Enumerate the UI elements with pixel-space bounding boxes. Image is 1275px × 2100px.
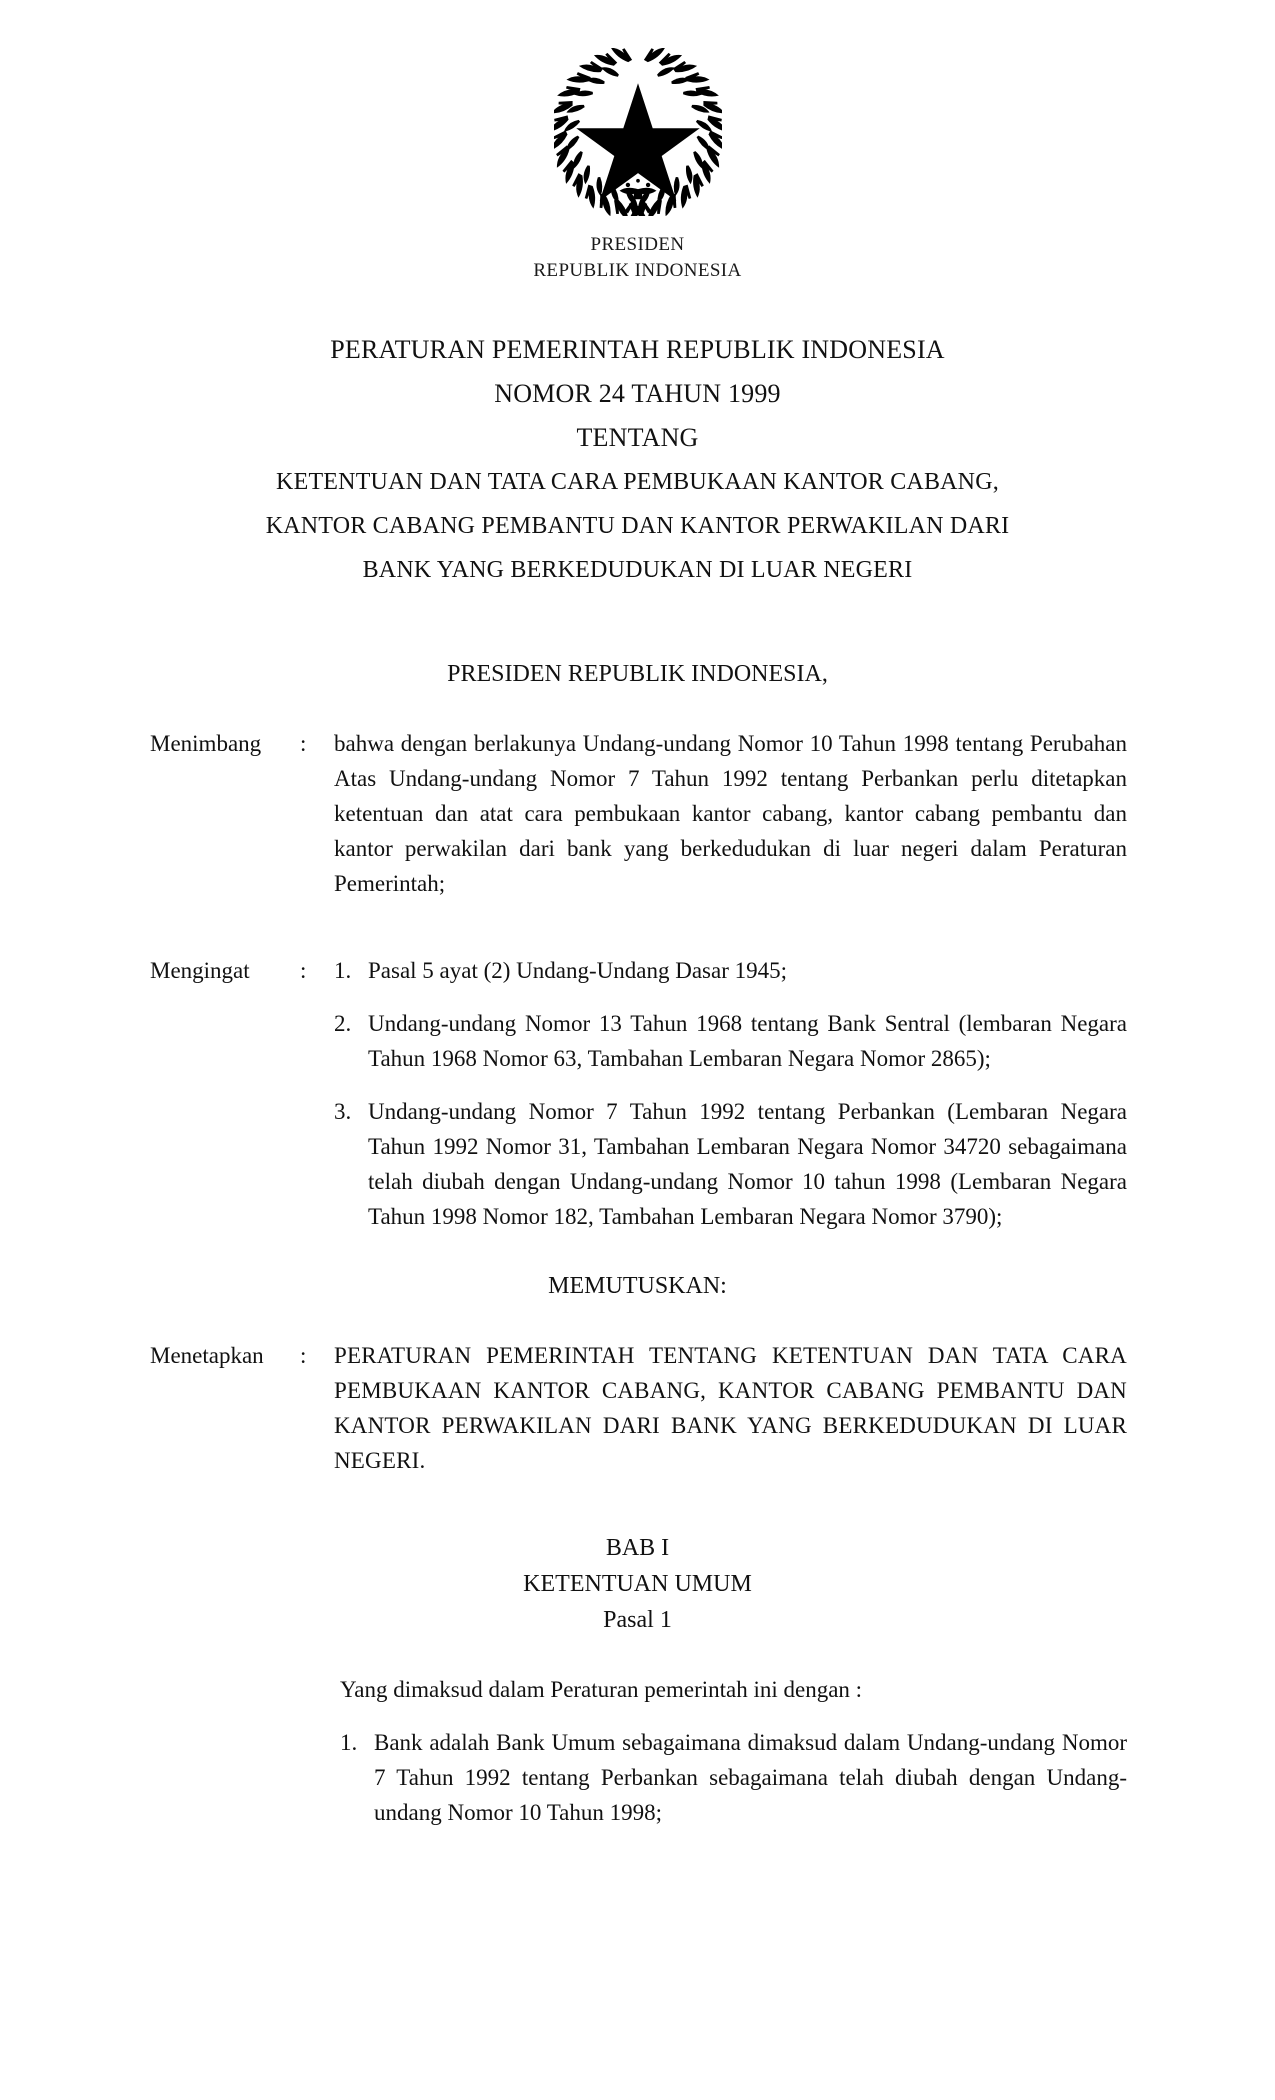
list-item (334, 953, 1127, 988)
menimbang-text: bahwa dengan berlakunya Undang-undang Nomor 10 Tahun 1998 tentang Perubahan Atas Undang-undang Nomor 7 Tahun 1992 tentang Perbankan perlu ditetapkan ketentuan dan atat cara pembukaan kantor cabang, kantor cabang pembantu dan kantor perwakilan dari bank yang berkedudukan di luar negeri dalam Peraturan Pemerintah; (334, 731, 1127, 896)
menimbang-colon: : (300, 731, 307, 756)
mengingat-list (334, 953, 1127, 1234)
mengingat-colon: : (300, 958, 307, 983)
menetapkan-colon: : (300, 1343, 307, 1368)
pasal-number: Pasal 1 (603, 1607, 672, 1633)
title-line-5: KANTOR CABANG PEMBANTU DAN KANTOR PERWAKILAN DARI (265, 513, 1010, 539)
list-item (334, 1006, 1127, 1076)
list-item (334, 1094, 1127, 1234)
list-item-text: Pasal 5 ayat (2) Undang-Undang Dasar 1945; (368, 958, 787, 983)
clause-menimbang (0, 726, 1275, 901)
header-line-republik-indonesia: REPUBLIK INDONESIA (533, 260, 742, 281)
title-line-1: PERATURAN PEMERINTAH REPUBLIK INDONESIA (330, 335, 945, 364)
document-title-block (0, 328, 1275, 692)
memutuskan-heading: MEMUTUSKAN: (548, 1273, 727, 1299)
title-line-4: KETENTUAN DAN TATA CARA PEMBUKAAN KANTOR CABANG, (276, 469, 999, 495)
pasal-1-list (340, 1725, 1127, 1830)
republic-of-indonesia-star-wreath-emblem (554, 48, 722, 216)
emblem-container (0, 48, 1275, 216)
preamble-authority: PRESIDEN REPUBLIK INDONESIA, (447, 661, 828, 687)
header-line-presiden: PRESIDEN (590, 234, 685, 255)
star-shape (576, 83, 699, 201)
list-item-text: Undang-undang Nomor 7 Tahun 1992 tentang Perbankan (Lembaran Negara Tahun 1992 Nomor 31, Tambahan Lembaran Negara Nomor 34720 sebagaimana telah diubah dengan Undang-undang Nomor 10 tahun 1998 (Lembaran Negara Tahun 1998 Nomor 182, Tambahan Lembaran Negara Nomor 3790); (368, 1099, 1127, 1229)
list-item (340, 1725, 1127, 1830)
list-item-text: Bank adalah Bank Umum sebagaimana dimaksud dalam Undang-undang Nomor 7 Tahun 1992 tentang Perbankan sebagaimana telah diubah dengan Undang-undang Nomor 10 Tahun 1998; (374, 1730, 1127, 1825)
list-item-number: 2. (334, 1011, 352, 1036)
title-line-6: BANK YANG BERKEDUDUKAN DI LUAR NEGERI (362, 557, 913, 583)
document-body (0, 726, 1275, 1830)
pasal-1-lead: Yang dimaksud dalam Peraturan pemerintah ini dengan : (340, 1677, 863, 1702)
menimbang-label: Menimbang (150, 731, 262, 756)
list-item-text: Undang-undang Nomor 13 Tahun 1968 tentang Bank Sentral (lembaran Negara Tahun 1968 Nomor 63, Tambahan Lembaran Negara Nomor 2865); (368, 1011, 1127, 1071)
title-line-3: TENTANG (576, 423, 699, 452)
list-item-number: 1. (334, 958, 352, 983)
mengingat-list-container (334, 953, 1127, 1234)
menetapkan-text: PERATURAN PEMERINTAH TENTANG KETENTUAN DAN TATA CARA PEMBUKAAN KANTOR CABANG, KANTOR CABANG PEMBANTU DAN KANTOR PERWAKILAN DARI BANK YANG BERKEDUDUKAN DI LUAR NEGERI. (334, 1343, 1127, 1473)
clause-menetapkan (0, 1338, 1275, 1478)
list-item-number: 1. (340, 1730, 358, 1755)
menetapkan-label: Menetapkan (150, 1343, 264, 1368)
header-caption (0, 232, 1275, 284)
pasal-1-content (0, 1672, 1275, 1830)
title-line-2: NOMOR 24 TAHUN 1999 (494, 379, 781, 408)
bab-number: BAB I (605, 1535, 670, 1561)
list-item-number: 3. (334, 1099, 352, 1124)
clause-mengingat (0, 953, 1275, 1234)
mengingat-label: Mengingat (150, 958, 250, 983)
bab-name: KETENTUAN UMUM (523, 1571, 752, 1597)
